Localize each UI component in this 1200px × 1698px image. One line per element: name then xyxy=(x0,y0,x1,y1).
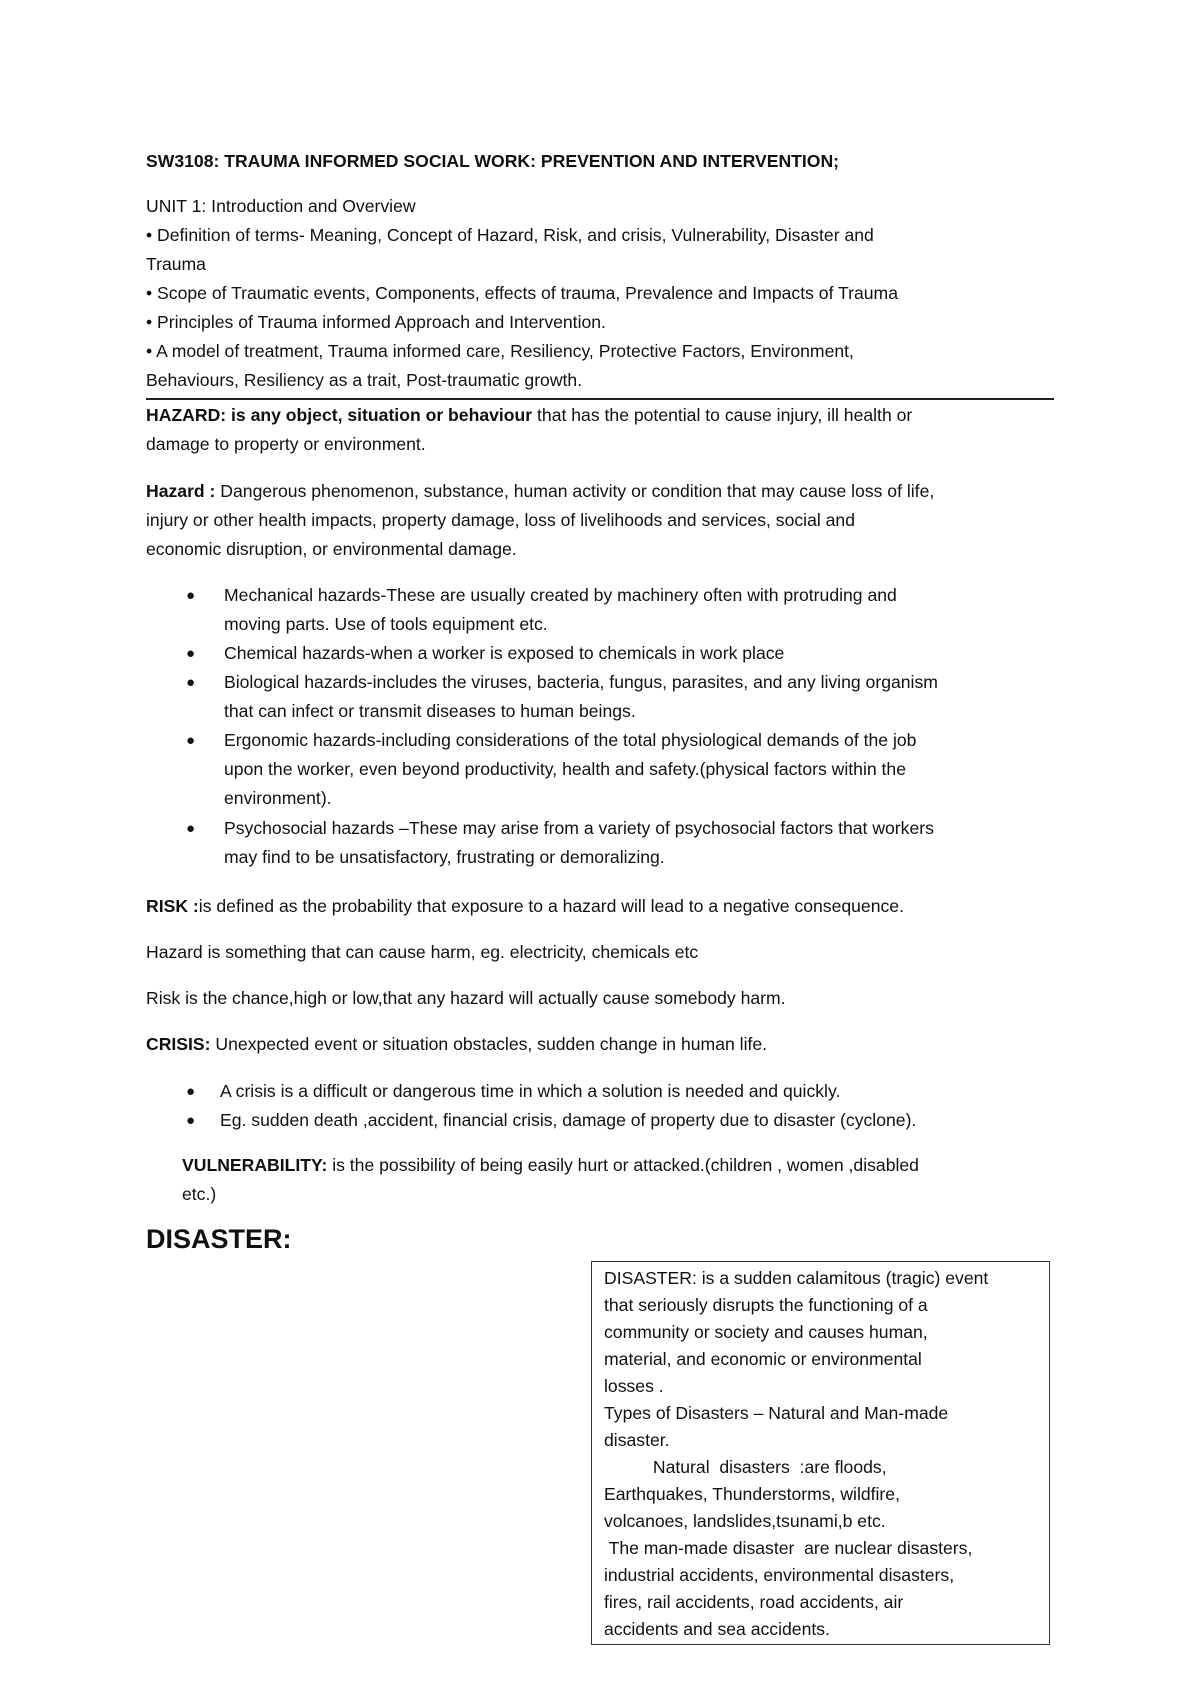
box-line: accidents and sea accidents. xyxy=(604,1619,830,1639)
hazard-type-item: moving parts. Use of tools equipment etc. xyxy=(224,614,548,634)
box-line: The man-made disaster are nuclear disasters, xyxy=(604,1538,973,1558)
crisis-label: CRISIS: xyxy=(146,1034,211,1054)
unit-item: • Definition of terms- Meaning, Concept of Hazard, Risk, and crisis, Vulnerability, Disaster and xyxy=(146,225,874,245)
hazard-rest-text: that has the potential to cause injury, ill health or xyxy=(532,405,913,425)
bullet-dot: ● xyxy=(186,645,196,662)
hazard-definition-2 xyxy=(146,477,934,506)
hazard-type-item: upon the worker, even beyond productivity, health and safety.(physical factors within the xyxy=(224,759,906,779)
box-line: Types of Disasters – Natural and Man-made xyxy=(604,1403,949,1423)
risk-label: RISK : xyxy=(146,896,199,916)
unit-item: • Principles of Trauma informed Approach and Intervention. xyxy=(146,312,606,332)
unit-item: • A model of treatment, Trauma informed care, Resiliency, Protective Factors, Environment, xyxy=(146,341,854,361)
hazard-definition-line2: damage to property or environment. xyxy=(146,434,426,454)
bullet-dot: ● xyxy=(186,674,196,691)
crisis-text: Unexpected event or situation obstacles, sudden change in human life. xyxy=(210,1034,768,1054)
hazard-type-item: Psychosocial hazards –These may arise from a variety of psychosocial factors that workers xyxy=(224,818,934,838)
hazard-type-item: that can infect or transmit diseases to human beings. xyxy=(224,701,636,721)
box-line: disaster. xyxy=(604,1430,670,1450)
vulnerability-label: VULNERABILITY: xyxy=(182,1155,328,1175)
bullet-dot: ● xyxy=(186,1112,196,1129)
hazard-bold-text: is any object, situation or behaviour xyxy=(226,405,533,425)
hazard-label: HAZARD: xyxy=(146,405,227,425)
unit-heading: UNIT 1: Introduction and Overview xyxy=(146,196,416,216)
hazard-type-item: may find to be unsatisfactory, frustrating or demoralizing. xyxy=(224,847,665,867)
bullet-dot: ● xyxy=(186,732,196,749)
disaster-heading: DISASTER: xyxy=(146,1224,292,1254)
crisis-bullet: Eg. sudden death ,accident, financial crisis, damage of property due to disaster (cyclone). xyxy=(220,1110,917,1130)
risk-vs-hazard: Risk is the chance,high or low,that any hazard will actually cause somebody harm. xyxy=(146,988,786,1008)
crisis-definition xyxy=(146,1030,767,1059)
box-line: volcanoes, landslides,tsunami,b etc. xyxy=(604,1511,886,1531)
hazard-def2-line2: injury or other health impacts, property damage, loss of livelihoods and services, social and xyxy=(146,510,855,530)
box-line: material, and economic or environmental xyxy=(604,1349,922,1369)
hazard-type-item: Chemical hazards-when a worker is exposed to chemicals in work place xyxy=(224,643,785,663)
bullet-dot: ● xyxy=(186,587,196,604)
box-line: losses . xyxy=(604,1376,664,1396)
vulnerability-definition xyxy=(182,1151,919,1180)
risk-definition xyxy=(146,892,904,921)
hazard-type-item: Biological hazards-includes the viruses, bacteria, fungus, parasites, and any living organism xyxy=(224,672,938,692)
hazard-def2-line3: economic disruption, or environmental damage. xyxy=(146,539,517,559)
bullet-dot: ● xyxy=(186,1083,196,1100)
hazard-type-item: environment). xyxy=(224,788,332,808)
hazard-def2-line1: Dangerous phenomenon, substance, human activity or condition that may cause loss of life, xyxy=(215,481,935,501)
section-divider xyxy=(146,398,1054,400)
vulnerability-text: is the possibility of being easily hurt or attacked.(children , women ,disabled xyxy=(327,1155,919,1175)
hazard-type-item: Ergonomic hazards-including considerations of the total physiological demands of the job xyxy=(224,730,917,750)
unit-item: Trauma xyxy=(146,254,206,274)
box-line: fires, rail accidents, road accidents, air xyxy=(604,1592,904,1612)
box-line: DISASTER: is a sudden calamitous (tragic) event xyxy=(604,1268,989,1288)
box-line: Earthquakes, Thunderstorms, wildfire, xyxy=(604,1484,900,1504)
crisis-bullet: A crisis is a difficult or dangerous time in which a solution is needed and quickly. xyxy=(220,1081,841,1101)
hazard-type-item: Mechanical hazards-These are usually created by machinery often with protruding and xyxy=(224,585,897,605)
hazard-label-2: Hazard : xyxy=(146,481,216,501)
box-line: industrial accidents, environmental disasters, xyxy=(604,1565,955,1585)
hazard-vs-risk: Hazard is something that can cause harm, eg. electricity, chemicals etc xyxy=(146,942,699,962)
box-line: community or society and causes human, xyxy=(604,1322,928,1342)
unit-item: • Scope of Traumatic events, Components, effects of trauma, Prevalence and Impacts of Trauma xyxy=(146,283,898,303)
hazard-definition xyxy=(146,401,912,430)
box-line: that seriously disrupts the functioning of a xyxy=(604,1295,928,1315)
bullet-dot: ● xyxy=(186,820,196,837)
vulnerability-line2: etc.) xyxy=(182,1184,217,1204)
box-line: Natural disasters :are floods, xyxy=(604,1457,887,1477)
course-title: SW3108: TRAUMA INFORMED SOCIAL WORK: PREVENTION AND INTERVENTION; xyxy=(146,151,840,171)
disaster-text-box xyxy=(591,1261,1050,1645)
unit-item: Behaviours, Resiliency as a trait, Post-traumatic growth. xyxy=(146,370,583,390)
risk-text: is defined as the probability that exposure to a hazard will lead to a negative consequence. xyxy=(198,896,904,916)
